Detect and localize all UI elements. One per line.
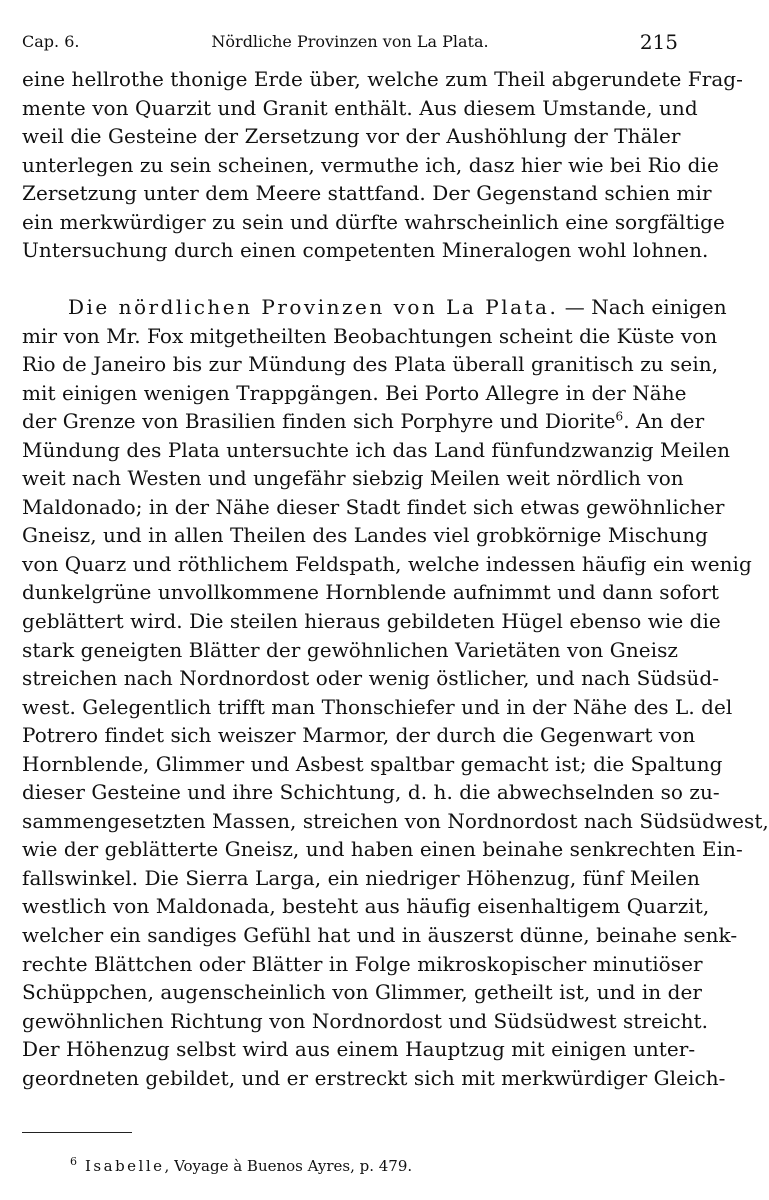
- text-line: mit einigen wenigen Trappgängen. Bei Porto Allegre in der Nähe: [22, 380, 687, 405]
- text-line: Rio de Janeiro bis zur Mündung des Plata überall granitisch zu sein,: [22, 352, 719, 377]
- footnote: [70, 1150, 412, 1174]
- running-title: Nördliche Provinzen von La Plata.: [211, 32, 489, 51]
- text-line: Hornblende, Glimmer und Asbest spaltbar gemacht ist; die Spaltung: [22, 751, 723, 776]
- text-line: sammengesetzten Massen, streichen von Nordnordost nach Südsüdwest,: [22, 808, 769, 833]
- text-line: dieser Gesteine und ihre Schichtung, d. h. die abwechselnden so zu-: [22, 780, 720, 805]
- heading-continuation: — Nach einigen: [558, 295, 727, 319]
- footnote-author: Isabelle: [85, 1157, 165, 1175]
- text-line: Potrero findet sich weiszer Marmor, der durch die Gegenwart von: [22, 723, 696, 748]
- text-line: stark geneigten Blätter der gewöhnlichen Varietäten von Gneisz: [22, 637, 678, 662]
- chapter-label: Cap. 6.: [22, 32, 80, 51]
- text-line: mir von Mr. Fox mitgetheilten Beobachtungen scheint die Küste von: [22, 323, 718, 348]
- footnote-number: 6: [70, 1155, 77, 1168]
- line-text: der Grenze von Brasilien finden sich Porphyre und Diorite: [22, 409, 616, 434]
- text-line-last: Untersuchung durch einen competenten Mineralogen wohl lohnen.: [22, 238, 709, 263]
- text-line: eine hellrothe thonige Erde über, welche zum Theil abgerundete Frag-: [22, 67, 743, 91]
- text-line: gewöhnlichen Richtung von Nordnordost und Südsüdwest streicht.: [22, 1008, 709, 1033]
- footnote-text: , Voyage à Buenos Ayres, p. 479.: [164, 1157, 413, 1175]
- text-line: von Quarz und röthlichem Feldspath, welche indessen häufig ein wenig: [22, 551, 752, 576]
- text-line: Der Höhenzug selbst wird aus einem Hauptzug mit einigen unter-: [22, 1037, 696, 1062]
- text-line: Schüppchen, augenscheinlich von Glimmer, getheilt ist, und in der: [22, 980, 702, 1005]
- text-line: Zersetzung unter dem Meere stattfand. Der Gegenstand schien mir: [22, 181, 712, 206]
- text-line: unterlegen zu sein scheinen, vermuthe ich, dasz hier wie bei Rio die: [22, 152, 719, 177]
- text-line: geblättert wird. Die steilen hieraus gebildeten Hügel ebenso wie die: [22, 609, 721, 634]
- page-number: 215: [639, 30, 678, 54]
- paragraph-northern-provinces: [22, 293, 769, 1092]
- paragraph-continuation: [22, 65, 743, 265]
- text-line: welcher ein sandiges Gefühl hat und in äuszerst dünne, beinahe senk-: [22, 923, 738, 948]
- text-line-first: [22, 293, 727, 322]
- text-line: Gneisz, und in allen Theilen des Landes viel grobkörnige Mischung: [22, 523, 709, 548]
- text-line: fallswinkel. Die Sierra Larga, ein niedriger Höhenzug, fünf Meilen: [22, 865, 700, 890]
- text-line: Maldonado; in der Nähe dieser Stadt findet sich etwas gewöhnlicher: [22, 494, 725, 519]
- text-line: weil die Gesteine der Zersetzung vor der Aushöhlung der Thäler: [22, 124, 681, 149]
- text-line: weit nach Westen und ungefähr siebzig Meilen weit nördlich von: [22, 466, 684, 491]
- text-line: ein merkwürdiger zu sein und dürfte wahrscheinlich eine sorgfältige: [22, 209, 725, 234]
- section-heading: Die nördlichen Provinzen von La Plata.: [68, 295, 559, 319]
- running-header: [22, 30, 678, 54]
- text-line: dunkelgrüne unvollkommene Hornblende aufnimmt und dann sofort: [22, 580, 719, 605]
- text-line: geordneten gebildet, und er erstreckt sich mit merkwürdiger Gleich-: [22, 1065, 726, 1090]
- text-line: Mündung des Plata untersuchte ich das Land fünfundzwanzig Meilen: [22, 437, 731, 462]
- text-line: rechte Blättchen oder Blätter in Folge mikroskopischer minutiöser: [22, 951, 703, 976]
- line-text-after: . An der: [623, 409, 705, 434]
- text-line: streichen nach Nordnordost oder wenig östlicher, und nach Südsüd-: [22, 666, 720, 691]
- text-line: wie der geblätterte Gneisz, und haben einen beinahe senkrechten Ein-: [22, 837, 743, 862]
- text-line-with-footnote: [22, 407, 705, 436]
- text-line: westlich von Maldonada, besteht aus häufig eisenhaltigem Quarzit,: [22, 894, 710, 919]
- footnote-marker: 6: [615, 409, 624, 424]
- text-line: mente von Quarzit und Granit enthält. Aus diesem Umstande, und: [22, 95, 698, 120]
- text-line: west. Gelegentlich trifft man Thonschiefer und in der Nähe des L. del: [22, 694, 733, 719]
- footnote-divider: [22, 1132, 132, 1133]
